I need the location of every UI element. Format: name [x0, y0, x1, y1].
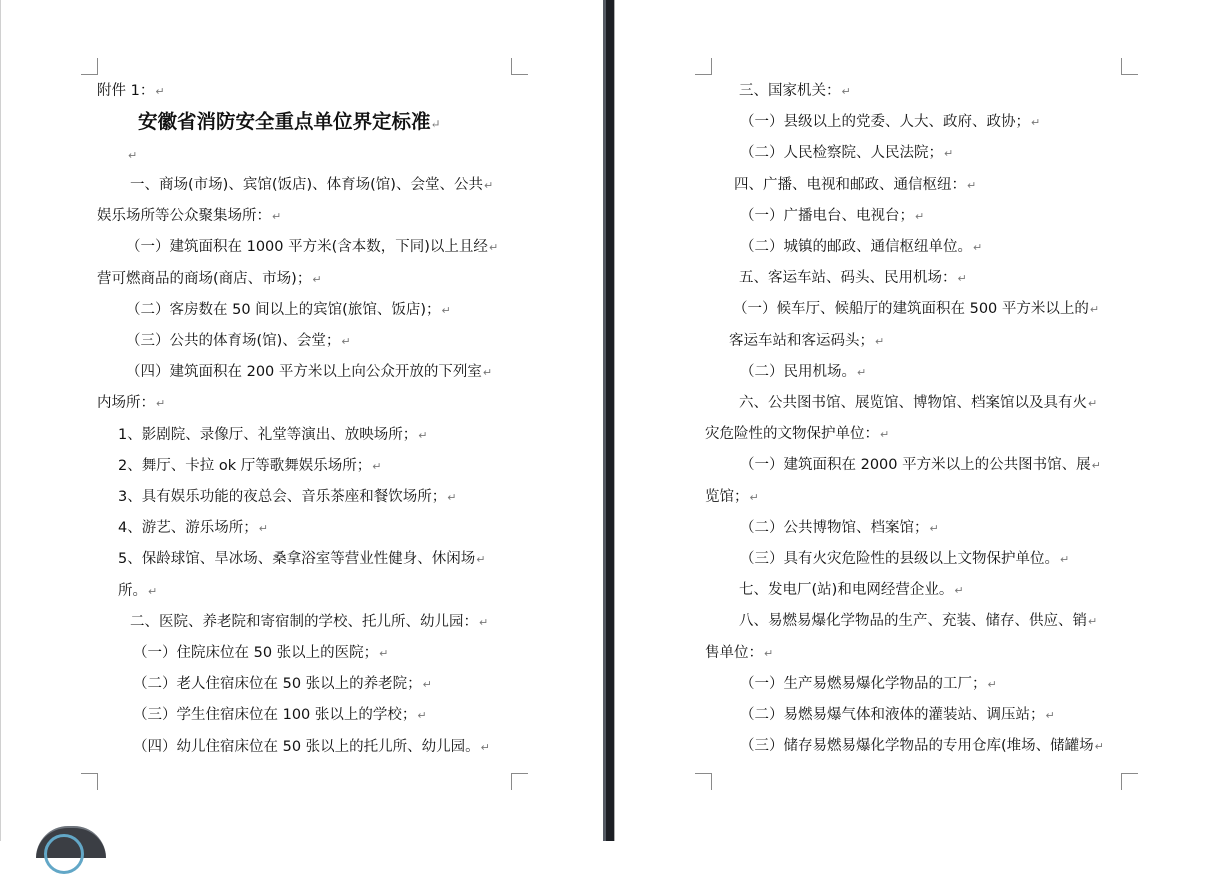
paragraph-mark-icon: ↵	[258, 522, 268, 535]
right-paragraph-line-text: 六、公共图书馆、展览馆、博物馆、档案馆以及具有火	[739, 395, 1087, 411]
paragraph-mark-icon: ↵	[312, 273, 322, 286]
paragraph-mark-icon: ↵	[479, 616, 489, 629]
left-paragraph-line-text: 4、游艺、游乐场所；	[118, 520, 258, 536]
paragraph-mark-icon: ↵	[422, 678, 432, 691]
crop-mark-tl	[81, 58, 98, 75]
right-paragraph-line	[740, 737, 1104, 756]
paragraph-mark-icon: ↵	[944, 147, 954, 160]
paragraph-mark-icon: ↵	[915, 210, 925, 223]
paragraph-mark-icon: ↵	[1088, 397, 1098, 410]
paragraph-mark-icon: ↵	[1060, 553, 1070, 566]
right-paragraph-line-text: 五、客运车站、码头、民用机场：	[739, 270, 957, 286]
paragraph-mark-icon: ↵	[857, 366, 867, 379]
left-paragraph-line-text: （一）住院床位在 50 张以上的医院；	[133, 645, 379, 661]
right-paragraph-line-text: （三）具有火灾危险性的县级以上文物保护单位。	[740, 551, 1059, 567]
paragraph-mark-icon: ↵	[1031, 116, 1041, 129]
paragraph-mark-icon: ↵	[372, 460, 382, 473]
left-paragraph-line	[97, 394, 165, 413]
left-paragraph-line-text: （四）建筑面积在 200 平方米以上向公众开放的下列室	[126, 364, 482, 380]
right-paragraph-line-text: 三、国家机关：	[739, 83, 841, 99]
paragraph-mark-icon: ↵	[987, 678, 997, 691]
right-paragraph-line	[739, 269, 967, 288]
paragraph-mark-icon: ↵	[272, 210, 282, 223]
right-paragraph-line	[740, 238, 982, 257]
right-paragraph-line	[740, 363, 866, 382]
left-paragraph-line-text: （四）幼儿住宿床位在 50 张以上的托儿所、幼儿园。	[133, 739, 480, 755]
right-paragraph-line	[740, 113, 1040, 132]
paragraph-mark-icon: ↵	[417, 709, 427, 722]
left-paragraph-line	[133, 706, 427, 725]
left-paragraph-line-text: 营可燃商品的商场(商店、市场)；	[97, 271, 312, 287]
paragraph-mark-icon: ↵	[148, 585, 158, 598]
paragraph-mark-icon: ↵	[841, 85, 851, 98]
right-paragraph-line-text: （一）生产易燃易爆化学物品的工厂；	[740, 676, 987, 692]
right-paragraph-line-text: 售单位：	[705, 645, 763, 661]
right-paragraph-line	[740, 675, 997, 694]
right-paragraph-line	[733, 300, 1099, 319]
left-paragraph-line	[118, 426, 427, 445]
paragraph-mark-icon: ↵	[1094, 740, 1104, 753]
paragraph-mark-icon: ↵	[155, 85, 165, 98]
right-paragraph-line-text: （一）广播电台、电视台；	[740, 208, 914, 224]
right-paragraph-line-text: （二）人民检察院、人民法院；	[740, 145, 943, 161]
left-paragraph-line	[133, 675, 432, 694]
right-paragraph-line-text: （一）候车厅、候船厅的建筑面积在 500 平方米以上的	[733, 301, 1089, 317]
right-paragraph-line	[740, 706, 1055, 725]
paragraph-mark-icon: ↵	[1089, 303, 1100, 316]
right-paragraph-line	[739, 612, 1097, 631]
paragraph-mark-icon: ↵	[430, 117, 441, 131]
left-paragraph-line-text: （二）客房数在 50 间以上的宾馆(旅馆、饭店)；	[126, 302, 441, 318]
paragraph-mark-icon: ↵	[482, 366, 493, 379]
crop-mark-bl	[81, 773, 98, 790]
crop-mark-br	[511, 773, 528, 790]
empty-paragraph	[127, 146, 137, 165]
left-paragraph-line-text: 娱乐场所等公众聚集场所：	[97, 208, 271, 224]
paragraph-mark-icon: ↵	[156, 397, 166, 410]
paragraph-mark-icon: ↵	[929, 522, 939, 535]
paragraph-mark-icon: ↵	[973, 241, 983, 254]
left-paragraph-line	[130, 176, 493, 195]
crop-mark-bl	[695, 773, 712, 790]
right-paragraph-line	[740, 456, 1101, 475]
document-title-text: 安徽省消防安全重点单位界定标准	[138, 110, 431, 133]
right-paragraph-line-text: （二）民用机场。	[740, 364, 856, 380]
attachment-label-text: 附件 1：	[97, 83, 155, 99]
crop-mark-tl	[695, 58, 712, 75]
paragraph-mark-icon: ↵	[880, 428, 890, 441]
right-paragraph-line	[705, 425, 889, 444]
left-paragraph-line-text: （三）学生住宿床位在 100 张以上的学校；	[133, 707, 417, 723]
right-paragraph-line-text: （二）城镇的邮政、通信枢纽单位。	[740, 239, 972, 255]
paragraph-mark-icon: ↵	[418, 429, 428, 442]
right-paragraph-line	[739, 82, 851, 101]
left-paragraph-line-text: 3、具有娱乐功能的夜总会、音乐茶座和餐饮场所；	[118, 489, 447, 505]
right-paragraph-line-text: （二）公共博物馆、档案馆；	[740, 520, 929, 536]
page-gutter	[603, 0, 614, 841]
attachment-label	[97, 82, 165, 101]
left-paragraph-line	[97, 207, 281, 226]
left-paragraph-line-text: 二、医院、养老院和寄宿制的学校、托儿所、幼儿园：	[130, 614, 478, 630]
right-paragraph-line	[729, 332, 884, 351]
left-paragraph-line-text: （三）公共的体育场(馆)、会堂；	[126, 333, 341, 349]
paragraph-mark-icon: ↵	[341, 335, 351, 348]
right-paragraph-line	[739, 581, 964, 600]
left-paragraph-line	[118, 550, 485, 569]
right-paragraph-line	[734, 176, 976, 195]
right-paragraph-line-text: （二）易燃易爆气体和液体的灌装站、调压站；	[740, 707, 1045, 723]
right-paragraph-line-text: 四、广播、电视和邮政、通信枢纽：	[734, 177, 966, 193]
left-paragraph-line-text: 5、保龄球馆、旱冰场、桑拿浴室等营业性健身、休闲场	[118, 551, 476, 567]
right-paragraph-line	[740, 144, 953, 163]
left-paragraph-line-text: （一）建筑面积在 1000 平方米(含本数，下同)以上且经	[126, 239, 488, 255]
paragraph-mark-icon: ↵	[764, 647, 774, 660]
paragraph-mark-icon: ↵	[875, 335, 885, 348]
right-paragraph-line	[740, 207, 924, 226]
paragraph-mark-icon: ↵	[967, 179, 977, 192]
right-paragraph-line-text: 七、发电厂(站)和电网经营企业。	[739, 582, 954, 598]
left-paragraph-line-text: 所。	[118, 583, 147, 599]
paragraph-mark-icon: ↵	[488, 241, 499, 254]
left-paragraph-line-text: 内场所：	[97, 395, 155, 411]
paragraph-mark-icon: ↵	[379, 647, 389, 660]
crop-mark-tr	[511, 58, 528, 75]
right-paragraph-line	[739, 394, 1097, 413]
right-paragraph-line	[740, 550, 1069, 569]
left-paragraph-line-text: （二）老人住宿床位在 50 张以上的养老院；	[133, 676, 422, 692]
right-paragraph-line-text: 客运车站和客运码头；	[729, 333, 874, 349]
left-paragraph-line	[126, 363, 492, 382]
paragraph-mark-icon: ↵	[441, 304, 451, 317]
crop-mark-br	[1121, 773, 1138, 790]
paragraph-mark-icon: ↵	[128, 149, 138, 162]
circle-icon	[44, 834, 84, 874]
right-paragraph-line-text: （一）建筑面积在 2000 平方米以上的公共图书馆、展	[740, 457, 1091, 473]
paragraph-mark-icon: ↵	[480, 741, 490, 754]
right-paragraph-line-text: 八、易燃易爆化学物品的生产、充装、储存、供应、销	[739, 613, 1087, 629]
right-paragraph-line-text: 览馆；	[705, 489, 749, 505]
document-title	[138, 110, 441, 136]
left-paragraph-line	[118, 457, 381, 476]
crop-mark-tr	[1121, 58, 1138, 75]
left-paragraph-line	[118, 582, 157, 601]
left-paragraph-line	[118, 519, 268, 538]
left-paragraph-line	[133, 738, 490, 757]
paragraph-mark-icon: ↵	[957, 272, 967, 285]
left-paragraph-line	[97, 270, 322, 289]
paragraph-mark-icon: ↵	[1088, 615, 1098, 628]
left-paragraph-line-text: 2、舞厅、卡拉 ok 厅等歌舞娱乐场所；	[118, 458, 372, 474]
right-paragraph-line-text: （三）储存易燃易爆化学物品的专用仓库(堆场、储罐场	[740, 738, 1094, 754]
paragraph-mark-icon: ↵	[954, 584, 964, 597]
left-paragraph-line	[126, 332, 351, 351]
left-paragraph-line	[126, 301, 451, 320]
right-paragraph-line-text: （一）县级以上的党委、人大、政府、政协；	[740, 114, 1030, 130]
left-paragraph-line	[133, 644, 388, 663]
right-paragraph-line	[740, 519, 939, 538]
paragraph-mark-icon: ↵	[1091, 459, 1101, 472]
right-paragraph-line	[705, 644, 773, 663]
paragraph-mark-icon: ↵	[447, 491, 457, 504]
paragraph-mark-icon: ↵	[1045, 709, 1055, 722]
paragraph-mark-icon: ↵	[483, 179, 494, 192]
left-paragraph-line	[126, 238, 498, 257]
left-paragraph-line-text: 一、商场(市场)、宾馆(饭店)、体育场(馆)、会堂、公共	[130, 177, 483, 193]
paragraph-mark-icon: ↵	[749, 491, 759, 504]
left-paragraph-line	[118, 488, 456, 507]
paragraph-mark-icon: ↵	[476, 553, 486, 566]
right-paragraph-line	[705, 488, 759, 507]
left-paragraph-line-text: 1、影剧院、录像厅、礼堂等演出、放映场所；	[118, 427, 418, 443]
right-paragraph-line-text: 灾危险性的文物保护单位：	[705, 426, 879, 442]
left-paragraph-line	[130, 613, 488, 632]
